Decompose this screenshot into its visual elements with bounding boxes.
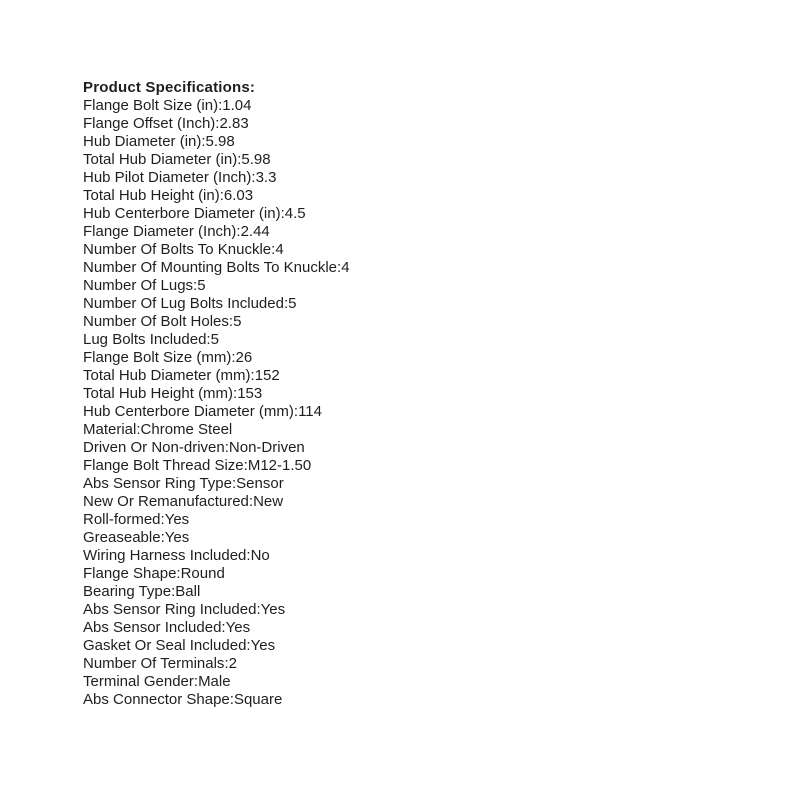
spec-separator: : bbox=[248, 493, 254, 510]
spec-value: New bbox=[253, 493, 284, 510]
spec-value: 3.3 bbox=[255, 169, 277, 186]
spec-separator: : bbox=[231, 475, 237, 492]
spec-row bbox=[83, 511, 350, 529]
spec-label: Lug Bolts Included bbox=[83, 331, 207, 348]
spec-row bbox=[83, 97, 350, 115]
spec-label: Wiring Harness Included bbox=[83, 547, 247, 564]
spec-list bbox=[83, 97, 350, 709]
spec-label: Abs Connector Shape bbox=[83, 691, 230, 708]
spec-value: 1.04 bbox=[222, 97, 252, 114]
spec-label: Number Of Lug Bolts Included bbox=[83, 295, 284, 312]
spec-label: Hub Centerbore Diameter (mm) bbox=[83, 403, 294, 420]
spec-row bbox=[83, 493, 350, 511]
spec-value: 5.98 bbox=[205, 133, 235, 150]
spec-row bbox=[83, 133, 350, 151]
spec-row bbox=[83, 529, 350, 547]
spec-separator: : bbox=[160, 511, 165, 528]
spec-value: 5 bbox=[233, 313, 242, 330]
spec-label: Total Hub Diameter (in) bbox=[83, 151, 238, 168]
spec-label: Material bbox=[83, 421, 137, 438]
spec-value: 114 bbox=[298, 403, 322, 420]
spec-row bbox=[83, 349, 350, 367]
spec-value: M12-1.50 bbox=[247, 457, 312, 474]
spec-row bbox=[83, 583, 350, 601]
spec-value: Chrome Steel bbox=[140, 421, 233, 438]
spec-separator: : bbox=[231, 349, 236, 366]
spec-row bbox=[83, 691, 350, 709]
spec-row bbox=[83, 655, 350, 673]
spec-row bbox=[83, 439, 350, 457]
spec-separator: : bbox=[160, 529, 165, 546]
spec-row bbox=[83, 259, 350, 277]
spec-value: No bbox=[250, 547, 270, 564]
spec-row bbox=[83, 565, 350, 583]
spec-label: Flange Diameter (Inch) bbox=[83, 223, 237, 240]
spec-value: Sensor bbox=[236, 475, 284, 492]
spec-label: Total Hub Height (in) bbox=[83, 187, 220, 204]
spec-separator: : bbox=[206, 331, 211, 348]
spec-value: Ball bbox=[175, 583, 201, 600]
spec-separator: : bbox=[193, 673, 199, 690]
spec-value: 4.5 bbox=[284, 205, 306, 222]
spec-separator: : bbox=[250, 367, 255, 384]
spec-value: Square bbox=[233, 691, 283, 708]
spec-separator: : bbox=[221, 619, 226, 636]
spec-separator: : bbox=[283, 295, 289, 312]
spec-label: Abs Sensor Ring Included bbox=[83, 601, 257, 618]
spec-row bbox=[83, 169, 350, 187]
spec-label: Roll-formed bbox=[83, 511, 161, 528]
spec-separator: : bbox=[337, 259, 342, 276]
spec-separator: : bbox=[280, 205, 285, 222]
spec-label: Number Of Lugs bbox=[83, 277, 194, 294]
spec-value: 2 bbox=[228, 655, 237, 672]
spec-row bbox=[83, 403, 350, 421]
spec-value: 4 bbox=[275, 241, 284, 258]
spec-value: Male bbox=[198, 673, 231, 690]
spec-label: Flange Bolt Size (mm) bbox=[83, 349, 232, 366]
spec-row bbox=[83, 331, 350, 349]
spec-separator: : bbox=[224, 439, 229, 456]
spec-value: 5.98 bbox=[241, 151, 271, 168]
spec-value: 6.03 bbox=[223, 187, 254, 204]
spec-value: 5 bbox=[197, 277, 206, 294]
spec-row bbox=[83, 547, 350, 565]
spec-row bbox=[83, 457, 350, 475]
spec-row bbox=[83, 223, 350, 241]
spec-value: 153 bbox=[237, 385, 263, 402]
spec-row bbox=[83, 673, 350, 691]
spec-label: Flange Bolt Size (in) bbox=[83, 97, 219, 114]
spec-separator: : bbox=[233, 385, 238, 402]
spec-separator: : bbox=[228, 313, 234, 330]
spec-separator: : bbox=[246, 547, 251, 564]
spec-label: Abs Sensor Ring Type bbox=[83, 475, 232, 492]
spec-row bbox=[83, 313, 350, 331]
spec-separator: : bbox=[243, 457, 248, 474]
spec-row bbox=[83, 637, 350, 655]
spec-row bbox=[83, 619, 350, 637]
spec-label: Number Of Mounting Bolts To Knuckle bbox=[83, 259, 338, 276]
spec-value: Yes bbox=[164, 529, 190, 546]
spec-row bbox=[83, 295, 350, 313]
spec-row bbox=[83, 115, 350, 133]
spec-separator: : bbox=[256, 601, 261, 618]
spec-label: Number Of Bolt Holes bbox=[83, 313, 229, 330]
spec-value: 5 bbox=[210, 331, 219, 348]
spec-label: Terminal Gender bbox=[83, 673, 194, 690]
spec-label: Driven Or Non-driven bbox=[83, 439, 225, 456]
spec-row bbox=[83, 277, 350, 295]
spec-label: Greaseable bbox=[83, 529, 161, 546]
spec-label: Flange Shape bbox=[83, 565, 177, 582]
spec-separator: : bbox=[201, 133, 206, 150]
spec-value: 2.44 bbox=[240, 223, 270, 240]
spec-row bbox=[83, 187, 350, 205]
spec-row bbox=[83, 205, 350, 223]
spec-value: 26 bbox=[235, 349, 253, 366]
spec-separator: : bbox=[271, 241, 276, 258]
spec-row bbox=[83, 151, 350, 169]
spec-separator: : bbox=[176, 565, 181, 582]
spec-label: Flange Offset (Inch) bbox=[83, 115, 216, 132]
spec-value: 2.83 bbox=[219, 115, 249, 132]
spec-label: Abs Sensor Included bbox=[83, 619, 222, 636]
spec-value: Yes bbox=[164, 511, 190, 528]
spec-separator: : bbox=[224, 655, 229, 672]
spec-separator: : bbox=[236, 223, 241, 240]
spec-row bbox=[83, 367, 350, 385]
spec-label: Total Hub Height (mm) bbox=[83, 385, 234, 402]
spec-separator: : bbox=[229, 691, 234, 708]
spec-label: Gasket Or Seal Included bbox=[83, 637, 247, 654]
spec-separator: : bbox=[171, 583, 176, 600]
spec-label: Total Hub Diameter (mm) bbox=[83, 367, 251, 384]
spec-separator: : bbox=[193, 277, 198, 294]
spec-label: Flange Bolt Thread Size bbox=[83, 457, 244, 474]
spec-label: Number Of Terminals bbox=[83, 655, 225, 672]
spec-row bbox=[83, 475, 350, 493]
spec-label: Bearing Type bbox=[83, 583, 172, 600]
spec-separator: : bbox=[293, 403, 299, 420]
spec-separator: : bbox=[237, 151, 242, 168]
spec-value: 4 bbox=[341, 259, 350, 276]
spec-value: Non-Driven bbox=[228, 439, 305, 456]
spec-label: Hub Pilot Diameter (Inch) bbox=[83, 169, 252, 186]
spec-label: Hub Diameter (in) bbox=[83, 133, 202, 150]
spec-value: Yes bbox=[225, 619, 251, 636]
spec-row bbox=[83, 241, 350, 259]
product-specifications-section bbox=[83, 79, 350, 709]
spec-separator: : bbox=[251, 169, 256, 186]
spec-value: 5 bbox=[288, 295, 297, 312]
spec-row bbox=[83, 601, 350, 619]
spec-label: Number Of Bolts To Knuckle bbox=[83, 241, 272, 258]
spec-separator: : bbox=[136, 421, 141, 438]
spec-row bbox=[83, 385, 350, 403]
spec-value: Yes bbox=[250, 637, 276, 654]
spec-separator: : bbox=[219, 187, 224, 204]
spec-separator: : bbox=[218, 97, 223, 114]
spec-value: Round bbox=[180, 565, 225, 582]
spec-row bbox=[83, 421, 350, 439]
spec-value: Yes bbox=[260, 601, 286, 618]
product-specifications-title: Product Specifications: bbox=[83, 79, 256, 96]
spec-label: Hub Centerbore Diameter (in) bbox=[83, 205, 281, 222]
spec-separator: : bbox=[246, 637, 251, 654]
spec-separator: : bbox=[215, 115, 220, 132]
spec-value: 152 bbox=[254, 367, 280, 384]
spec-label: New Or Remanufactured bbox=[83, 493, 249, 510]
